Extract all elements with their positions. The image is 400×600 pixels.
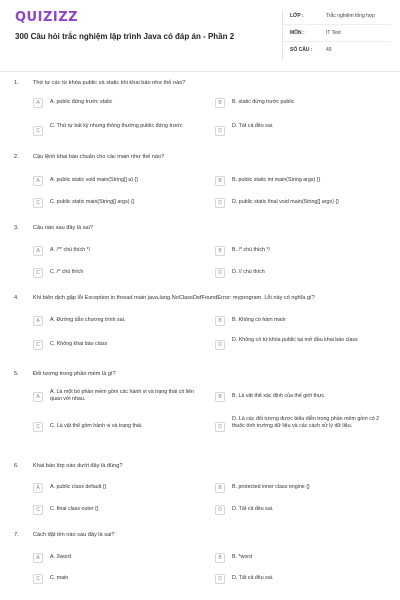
question-text: Khai báo lớp nào dưới đây là đúng? [33,463,123,469]
meta-value: Trắc nghiệm tổng hợp [326,13,375,19]
page-title: 300 Câu hỏi trắc nghiệm lập trình Java có đáp án - Phần 2 [15,32,235,41]
option-badge: D [215,268,225,278]
option-text: D. Không có từ khóa public tại mở đầu khai báo class [232,337,358,343]
question-number: 6. [14,463,19,469]
option-badge: A [33,392,43,402]
option-text: C. Không khai báo class [50,341,108,347]
option-text: C. Là vật thể gồm hành vi và trạng thái. [50,423,143,429]
meta-label: SỐ CÂU : [290,47,313,53]
meta-value: IT Test [326,30,341,36]
option-text: B. static đứng trước public [232,99,295,105]
option-badge: A [33,316,43,326]
question-number: 3. [14,225,19,231]
option-badge: C [33,340,43,350]
option-badge: D [215,574,225,584]
option-badge: C [33,505,43,515]
question-number: 5. [14,371,19,377]
option-badge: B [215,316,225,326]
option-badge: D [215,126,225,136]
option-text: D. Tất cả đều sai. [232,506,274,512]
option-badge: C [33,422,43,432]
option-badge: C [33,268,43,278]
option-text: A. public đứng trước static [50,99,113,105]
question-text: Cách đặt tên nào sau đây là sai? [33,532,115,538]
option-badge: A [33,98,43,108]
option-text: C. public static main(String[] args) {} [50,199,135,205]
option-text: A. Đường dẫn chương trình sai. [50,317,126,323]
option-text: B. /* chú thích */ [232,247,270,253]
meta-label: MÔN : [290,30,305,36]
option-badge: D [215,198,225,208]
meta-row-class [283,10,391,25]
option-text: A. 2word [50,554,71,560]
option-badge: B [215,246,225,256]
option-text: B. public static int main(String args) {} [232,177,321,183]
option-badge: A [33,246,43,256]
question-number: 4. [14,295,19,301]
option-text: A. /** chú thích */ [50,247,91,253]
option-badge: D [215,340,225,350]
option-badge: B [215,98,225,108]
option-text: D. public static final void main(String[] args) {} [232,199,339,205]
question-number: 7. [14,532,19,538]
option-text: A. Là một bó phần mềm gồm các hành vi và trạng thái có liên quan với nhau. [50,389,194,402]
option-badge: C [33,198,43,208]
header-divider [0,71,400,72]
meta-label: LỚP : [290,13,304,19]
option-text: A. public class default {} [50,484,107,490]
question-text: Khi biên dịch gặp lỗi Exception in thread main java.lang.NoClassDefFoundError: myprogram. Lỗi này có nghĩa gì? [33,295,315,301]
option-text: C. main [50,575,69,581]
option-text: B. Không có hàm main [232,317,286,323]
option-badge: B [215,392,225,402]
option-badge: A [33,176,43,186]
option-badge: D [215,505,225,515]
worksheet-meta [282,10,391,60]
option-badge: B [215,483,225,493]
option-text: D. Tất cả đều sai. [232,575,274,581]
question-text: Câu nào sau đây là sai? [33,225,94,231]
quizizz-logo[interactable]: QUIZIZZ [15,10,79,25]
option-badge: B [215,553,225,563]
option-text: A. public static void main(String[] a) {} [50,177,139,183]
option-text: D. Là các đối tượng được biểu diễn trong phần mềm gồm có 2 thuộc tính trường dữ liệu và các cách xử lý dữ liệu. [232,416,380,429]
option-text: B. Là vật thể xác định của thế giới thực. [232,393,326,399]
option-text: C. /* chú thích [50,269,84,275]
option-text: D. // chú thích [232,269,265,275]
option-badge: A [33,483,43,493]
option-text: B. *word [232,554,253,560]
meta-row-subject [283,27,391,42]
meta-value: 49 [326,47,332,53]
option-badge: A [33,553,43,563]
option-text: D. Tất cả đều sai. [232,123,274,129]
question-number: 1. [14,80,19,86]
option-badge: B [215,176,225,186]
option-badge: C [33,126,43,136]
meta-row-count [283,44,391,58]
question-number: 2. [14,154,19,160]
question-text: Câu lệnh khai báo chuẩn cho các main như thế nào? [33,154,165,160]
option-badge: D [215,422,225,432]
option-text: B. protected inner class engine {} [232,484,310,490]
option-text: C. final class outer {} [50,506,99,512]
question-text: Thứ tự các từ khóa public và static khi khai báo như thế nào? [33,80,186,86]
worksheet-header [0,0,400,66]
option-badge: C [33,574,43,584]
option-text: C. Thứ tự bất kỳ nhưng thông thường public đứng trước [50,123,183,129]
question-text: Đối tượng trong phần mềm là gì? [33,371,116,377]
